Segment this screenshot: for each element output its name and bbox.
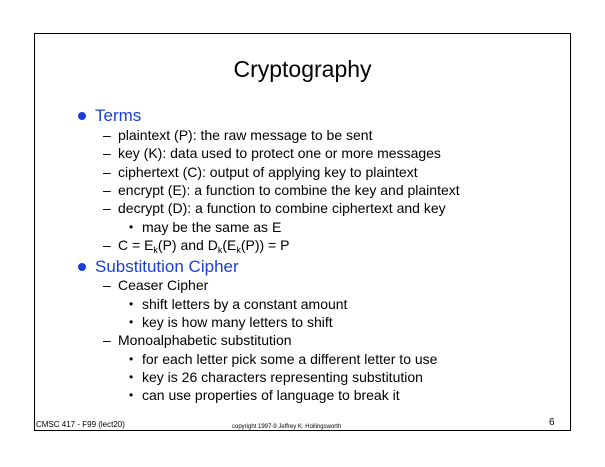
small-bullet-icon: •: [129, 370, 134, 384]
small-bullet-icon: •: [129, 297, 134, 311]
section-heading-substitution: Substitution Cipher: [95, 257, 239, 276]
formula-part: (P) and D: [157, 237, 218, 253]
cipher-subitem: key is 26 characters representing substitution: [142, 369, 423, 385]
formula-subscript: k: [236, 245, 241, 255]
formula-part: (P)) = P: [240, 237, 290, 253]
small-bullet-icon: •: [129, 388, 134, 402]
formula-subscript: k: [153, 245, 158, 255]
section-heading-terms: Terms: [95, 106, 142, 125]
footer-course: CMSC 417 - F99 (lect20): [36, 420, 125, 429]
term-item: key (K): data used to protect one or more messages: [118, 145, 441, 161]
dash-icon: –: [103, 182, 111, 198]
slide-title: Cryptography: [233, 56, 372, 82]
formula-part: C = E: [118, 237, 154, 253]
small-bullet-icon: •: [129, 220, 134, 234]
term-item: plaintext (P): the raw message to be sent: [118, 127, 373, 143]
term-item: ciphertext (C): output of applying key to plaintext: [118, 164, 418, 180]
cipher-item: Ceaser Cipher: [118, 277, 209, 293]
dash-icon: –: [103, 200, 111, 216]
term-subitem: may be the same as E: [142, 219, 282, 235]
footer-copyright: copyright 1997-9 Jeffrey K. Hollingsworth: [232, 424, 342, 430]
cipher-subitem: shift letters by a constant amount: [142, 296, 348, 312]
dash-icon: –: [103, 237, 111, 253]
formula-subscript: k: [217, 245, 223, 255]
small-bullet-icon: •: [129, 352, 134, 366]
dash-icon: –: [103, 127, 111, 143]
small-bullet-icon: •: [129, 315, 134, 329]
page-number: 6: [549, 417, 555, 428]
formula-part: (E: [222, 237, 237, 253]
dash-icon: –: [103, 164, 111, 180]
term-item: decrypt (D): a function to combine ciphertext and key: [118, 200, 446, 216]
dash-icon: –: [103, 277, 111, 293]
cipher-subitem: for each letter pick some a different letter to use: [142, 351, 438, 367]
formula: [118, 237, 289, 254]
cipher-subitem: can use properties of language to break it: [142, 387, 400, 403]
bullet-dot-icon: [78, 263, 86, 271]
cipher-item: Monoalphabetic substitution: [118, 332, 292, 348]
cipher-subitem: key is how many letters to shift: [142, 314, 333, 330]
bullet-dot-icon: [78, 112, 86, 120]
dash-icon: –: [103, 145, 111, 161]
term-item: encrypt (E): a function to combine the key and plaintext: [118, 182, 460, 198]
dash-icon: –: [103, 332, 111, 348]
